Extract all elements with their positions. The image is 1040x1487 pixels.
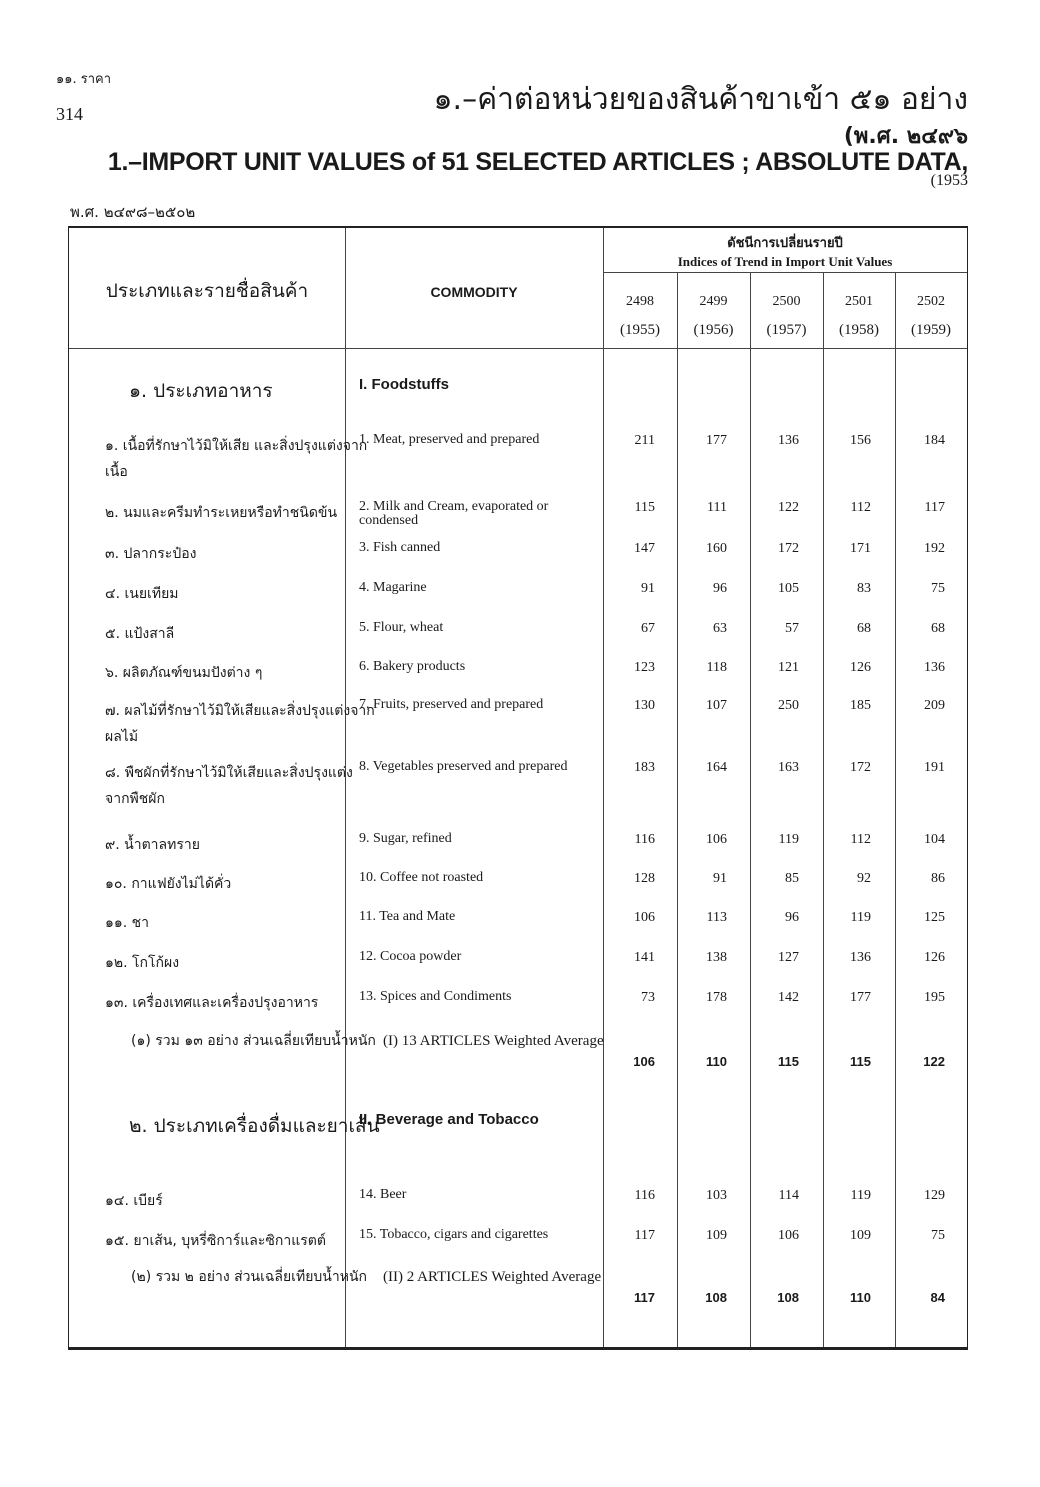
index-value: 68: [857, 621, 871, 636]
index-value: 183: [634, 760, 655, 775]
row-thai-label: ๙. น้ำตาลทราย: [105, 837, 200, 853]
index-value: 75: [931, 1228, 945, 1243]
index-value: 136: [778, 433, 799, 448]
index-value: 63: [713, 621, 727, 636]
row-commodity-label: (II) 2 ARTICLES Weighted Average: [383, 1269, 602, 1285]
index-value: 126: [924, 950, 945, 965]
row-thai-label: ๘. พืชผักที่รักษาไว้มิให้เสียและสิ่งปรุงแต่งจากพืชผัก: [105, 765, 353, 807]
index-value: 86: [931, 871, 945, 886]
index-value: 118: [706, 660, 727, 675]
index-value: 112: [850, 500, 871, 515]
index-value: 103: [706, 1188, 727, 1203]
title-english-year: (1953: [930, 172, 968, 189]
index-value: 177: [706, 433, 727, 448]
index-value: 147: [634, 541, 655, 556]
row-thai-label: ๑. เนื้อที่รักษาไว้มิให้เสีย และสิ่งปรุงแต่งจากเนื้อ: [105, 438, 368, 480]
index-value: 141: [634, 950, 655, 965]
row-commodity-label: (I) 13 ARTICLES Weighted Average: [383, 1033, 604, 1049]
index-value: 67: [641, 621, 655, 636]
index-value: 110: [850, 1290, 871, 1305]
index-value: 122: [923, 1054, 945, 1069]
row-thai-label: ๒. ประเภทเครื่องดื่มและยาเส้น: [129, 1115, 380, 1137]
year-header-be: 2499: [699, 294, 728, 309]
index-value: 250: [778, 698, 799, 713]
row-commodity-label: 2. Milk and Cream, evaporated or condensed: [359, 499, 549, 528]
index-value: 211: [634, 433, 655, 448]
row-commodity-label: I. Foodstuffs: [359, 376, 449, 393]
header-rule: [69, 348, 967, 349]
row-thai-label: ๒. นมและครีมทำระเหยหรือทำชนิดข้น: [105, 505, 338, 521]
column-header-commodity: COMMODITY: [430, 284, 518, 300]
index-value: 110: [706, 1054, 727, 1069]
index-value: 142: [778, 990, 799, 1005]
index-value: 119: [850, 910, 871, 925]
year-header-be: 2501: [845, 294, 873, 309]
row-thai-label: ๔. เนยเทียม: [105, 586, 179, 602]
index-value: 104: [924, 832, 945, 847]
index-value: 109: [850, 1228, 871, 1243]
row-commodity-label: 11. Tea and Mate: [359, 909, 456, 924]
row-thai-label: ๑๐. กาแฟยังไม่ได้คั่ว: [105, 876, 232, 892]
row-commodity-label: 8. Vegetables preserved and prepared: [359, 759, 568, 774]
index-value: 115: [778, 1054, 799, 1069]
indices-header-thai: ดัชนีการเปลี่ยนรายปี: [727, 236, 843, 251]
row-commodity-label: 13. Spices and Condiments: [359, 989, 512, 1004]
index-value: 117: [634, 1228, 655, 1243]
indices-header-english: Indices of Trend in Import Unit Values: [677, 254, 893, 269]
row-commodity-label: 15. Tobacco, cigars and cigarettes: [359, 1227, 549, 1242]
row-thai-label: (๒) รวม ๒ อย่าง ส่วนเฉลี่ยเทียบน้ำหนัก: [131, 1269, 367, 1285]
year-header-ce: (1955): [620, 322, 660, 338]
index-value: 57: [785, 621, 799, 636]
row-thai-label: ๑๔. เบียร์: [105, 1193, 163, 1209]
row-commodity-label: II. Beverage and Tobacco: [359, 1111, 539, 1128]
row-thai-label: ๕. แป้งสาลี: [105, 626, 175, 642]
index-value: 106: [706, 832, 727, 847]
year-header-be: 2498: [626, 294, 654, 309]
index-value: 128: [634, 871, 655, 886]
index-value: 125: [924, 910, 945, 925]
index-value: 105: [778, 581, 799, 596]
row-commodity-label: 3. Fish canned: [359, 540, 441, 555]
index-value: 83: [857, 581, 871, 596]
index-value: 73: [641, 990, 655, 1005]
index-value: 117: [634, 1290, 655, 1305]
title-english: 1.–IMPORT UNIT VALUES of 51 SELECTED ARTICLES ; ABSOLUTE DATA,: [107, 148, 968, 176]
index-value: 106: [634, 910, 655, 925]
index-value: 68: [931, 621, 945, 636]
import-unit-values-table: [68, 226, 968, 1350]
row-commodity-label: 7. Fruits, preserved and prepared: [359, 697, 544, 712]
index-value: 119: [850, 1188, 871, 1203]
index-value: 109: [706, 1228, 727, 1243]
index-value: 112: [850, 832, 871, 847]
title-thai: ๑.–ค่าต่อหน่วยของสินค้าขาเข้า ๕๑ อย่าง: [433, 82, 968, 117]
index-value: 111: [707, 500, 727, 515]
index-value: 171: [850, 541, 871, 556]
index-value: 92: [857, 871, 871, 886]
year-header-ce: (1959): [911, 322, 951, 338]
index-value: 119: [778, 832, 799, 847]
index-value: 129: [924, 1188, 945, 1203]
row-thai-label: ๑. ประเภทอาหาร: [129, 380, 273, 402]
row-thai-label: ๑๕. ยาเส้น, บุหรี่ซิการ์และซิกาแรตต์: [105, 1233, 326, 1249]
index-value: 117: [924, 500, 945, 515]
index-value: 156: [850, 433, 871, 448]
row-commodity-label: 5. Flour, wheat: [359, 620, 444, 635]
index-value: 107: [706, 698, 727, 713]
year-header-be: 2502: [917, 294, 945, 309]
column-header-thai: ประเภทและรายชื่อสินค้า: [105, 280, 309, 302]
index-value: 108: [705, 1290, 727, 1305]
index-value: 122: [778, 500, 799, 515]
row-commodity-label: 6. Bakery products: [359, 659, 466, 674]
index-value: 115: [850, 1054, 871, 1069]
index-value: 106: [778, 1228, 799, 1243]
index-value: 91: [713, 871, 727, 886]
index-value: 192: [924, 541, 945, 556]
index-value: 116: [634, 1188, 655, 1203]
row-thai-label: ๖. ผลิตภัณฑ์ขนมปังต่าง ๆ: [105, 665, 263, 681]
row-thai-label: ๑๑. ชา: [105, 915, 150, 931]
row-thai-label: ๑๒. โกโก้ผง: [105, 955, 180, 971]
header-rule: [603, 272, 967, 273]
index-value: 184: [924, 433, 945, 448]
index-value: 126: [850, 660, 871, 675]
row-commodity-label: 9. Sugar, refined: [359, 831, 452, 846]
year-header-be: 2500: [772, 294, 801, 309]
index-value: 75: [931, 581, 945, 596]
index-value: 106: [633, 1054, 655, 1069]
row-commodity-label: 14. Beer: [359, 1187, 407, 1202]
index-value: 138: [706, 950, 727, 965]
row-commodity-label: 4. Magarine: [359, 580, 427, 595]
index-value: 172: [850, 760, 871, 775]
row-thai-label: ๗. ผลไม้ที่รักษาไว้มิให้เสียและสิ่งปรุงแต่งจากผลไม้: [105, 703, 375, 745]
row-thai-label: (๑) รวม ๑๓ อย่าง ส่วนเฉลี่ยเทียบน้ำหนัก: [131, 1033, 376, 1049]
index-value: 114: [778, 1188, 799, 1203]
index-value: 191: [924, 760, 945, 775]
column-divider: [603, 228, 604, 1347]
index-value: 136: [850, 950, 871, 965]
year-header-ce: (1958): [839, 322, 879, 338]
index-value: 96: [713, 581, 727, 596]
index-value: 178: [706, 990, 727, 1005]
index-value: 177: [850, 990, 871, 1005]
page-header-label: ๑๑. ราคา: [56, 72, 112, 87]
index-value: 172: [778, 541, 799, 556]
row-commodity-label: 12. Cocoa powder: [359, 949, 462, 964]
year-range-thai: พ.ศ. ๒๔๙๘–๒๕๐๒: [70, 203, 196, 221]
index-value: 164: [706, 760, 727, 775]
index-value: 130: [634, 698, 655, 713]
year-header-ce: (1957): [766, 322, 807, 338]
index-value: 108: [777, 1290, 799, 1305]
index-value: 116: [634, 832, 655, 847]
index-value: 85: [785, 871, 799, 886]
index-value: 123: [634, 660, 655, 675]
index-value: 185: [850, 698, 871, 713]
index-value: 136: [924, 660, 945, 675]
index-value: 121: [778, 660, 799, 675]
index-value: 127: [778, 950, 799, 965]
index-value: 163: [778, 760, 799, 775]
row-commodity-label: 1. Meat, preserved and prepared: [359, 432, 540, 447]
index-value: 160: [706, 541, 727, 556]
row-thai-label: ๑๓. เครื่องเทศและเครื่องปรุงอาหาร: [105, 995, 319, 1011]
index-value: 113: [706, 910, 727, 925]
index-value: 195: [924, 990, 945, 1005]
index-value: 91: [641, 581, 655, 596]
year-header-ce: (1956): [693, 322, 734, 338]
row-commodity-label: 10. Coffee not roasted: [359, 870, 484, 885]
index-value: 84: [930, 1290, 945, 1305]
index-value: 209: [924, 698, 945, 713]
title-thai-year: (พ.ศ. ๒๔๙๖: [843, 124, 968, 149]
page-number: 314: [56, 104, 83, 124]
index-value: 96: [785, 910, 799, 925]
row-thai-label: ๓. ปลากระป๋อง: [105, 546, 197, 562]
index-value: 115: [634, 500, 655, 515]
